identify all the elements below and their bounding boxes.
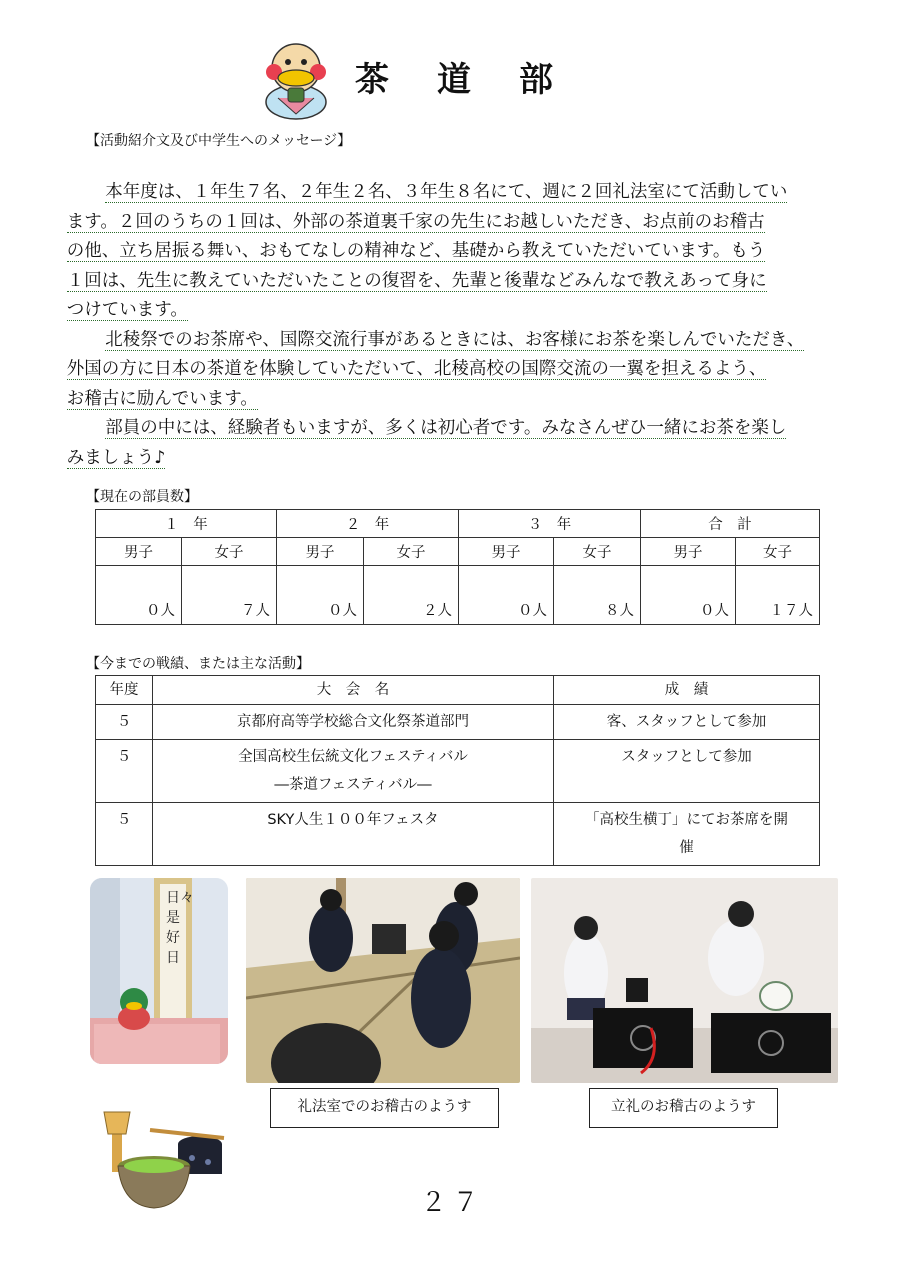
row-year: ５ [96, 705, 153, 740]
photo-tea-room [246, 878, 520, 1083]
row-result [554, 803, 820, 866]
row-event [153, 740, 554, 803]
tea-room-drawing [246, 878, 520, 1083]
line: 部員の中には、経験者もいますが、多くは初心者です。みなさんぜひ一緒にお茶を楽し [105, 418, 787, 438]
line: みましょう♪ [66, 447, 166, 468]
header-result: 成 績 [554, 676, 820, 705]
title-char-3: 部 [519, 60, 553, 100]
paragraph-1 [66, 178, 822, 326]
caption-ryurei: 立礼のお稽古のようす [589, 1088, 778, 1128]
count-cell: ８人 [554, 566, 641, 625]
page-title [355, 52, 601, 101]
table-row [96, 705, 820, 740]
header-year: 年度 [96, 676, 153, 705]
line: お稽古に励んでいます。 [66, 388, 258, 409]
sub-header: 女子 [364, 538, 459, 566]
event-line: ―茶道フェスティバル― [274, 777, 432, 793]
count-cell: ７人 [182, 566, 277, 625]
line: １回は、先生に教えていただいたことの復習を、先輩と後輩などみんなで教えあって身に [66, 270, 767, 291]
intro-heading: 【活動紹介文及び中学生へのメッセージ】 [86, 133, 352, 149]
line: 北稜祭でのお茶席や、国際交流行事があるときには、お客様にお茶を楽しんでいただき、 [105, 329, 805, 350]
intro-body [66, 178, 822, 473]
sub-header: 女子 [182, 538, 277, 566]
mascot-illustration [258, 38, 334, 120]
count-cell: ０人 [459, 566, 554, 625]
line: つけています。 [66, 300, 188, 320]
sub-header: 男子 [96, 538, 182, 566]
paragraph-2 [66, 326, 822, 415]
sub-header: 女子 [736, 538, 820, 566]
table-row [96, 740, 820, 803]
scroll-calligraphy: 日々是好日 [166, 890, 194, 966]
count-cell: ０人 [96, 566, 182, 625]
sub-header: 男子 [641, 538, 736, 566]
row-event: 京都府高等学校総合文化祭茶道部門 [153, 705, 554, 740]
paragraph-3 [66, 414, 822, 473]
table-row [96, 803, 820, 866]
sub-header: 男子 [277, 538, 364, 566]
group-total: 合 計 [641, 510, 820, 538]
result-line: 催 [679, 840, 694, 856]
activities-table [95, 675, 820, 866]
event-line: 全国高校生伝統文化フェスティバル [238, 749, 468, 765]
row-year: ５ [96, 740, 153, 803]
group-year-1: １ 年 [96, 510, 277, 538]
line: ます。２回のうちの１回は、外部の茶道裏千家の先生にお越しいただき、お点前のお稽古 [66, 211, 765, 232]
photo-ryurei [531, 878, 838, 1083]
line: の他、立ち居振る舞い、おもてなしの精神など、基礎から教えていただいています。もう [66, 241, 766, 261]
count-cell: ０人 [277, 566, 364, 625]
sub-header: 女子 [554, 538, 641, 566]
row-result: スタッフとして参加 [554, 740, 820, 803]
members-heading: 【現在の部員数】 [86, 489, 198, 505]
row-year: ５ [96, 803, 153, 866]
group-year-2: ２ 年 [277, 510, 459, 538]
members-table [95, 509, 820, 625]
page-number: ２７ [420, 1188, 485, 1218]
title-char-1: 茶 [355, 60, 389, 100]
sub-header: 男子 [459, 538, 554, 566]
photo-scroll-mascot [90, 878, 228, 1064]
line: 本年度は、１年生７名、２年生２名、３年生８名にて、週に２回礼法室にて活動してい [105, 182, 788, 202]
row-event: SKY人生１００年フェスタ [153, 803, 554, 866]
title-char-2: 道 [437, 60, 471, 100]
result-line: 「高校生横丁」にてお茶席を開 [585, 812, 788, 828]
count-cell: ０人 [641, 566, 736, 625]
count-cell: １７人 [736, 566, 820, 625]
line: 外国の方に日本の茶道を体験していただいて、北稜高校の国際交流の一翼を担えるよう、 [66, 359, 767, 379]
caption-tea-room: 礼法室でのお稽古のようす [270, 1088, 499, 1128]
header-event: 大 会 名 [153, 676, 554, 705]
scroll-photo-drawing [90, 878, 228, 1064]
activities-heading: 【今までの戦績、または主な活動】 [86, 656, 310, 672]
count-cell: ２人 [364, 566, 459, 625]
ryurei-drawing [531, 878, 838, 1083]
row-result: 客、スタッフとして参加 [554, 705, 820, 740]
group-year-3: ３ 年 [459, 510, 641, 538]
